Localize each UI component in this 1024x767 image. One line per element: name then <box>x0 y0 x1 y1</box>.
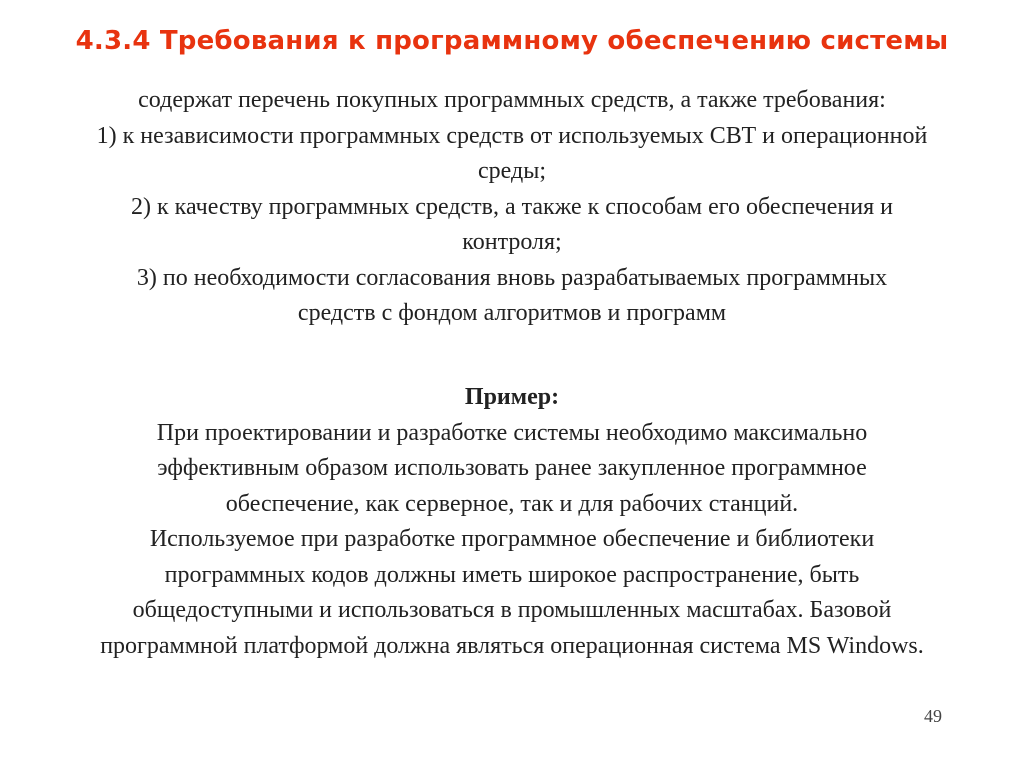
example-heading: Пример: <box>464 384 560 410</box>
example-block <box>0 380 1024 664</box>
slide-title: 4.3.4 Требования к программному обеспечению системы <box>75 26 949 56</box>
text-line: эффективным образом использовать ранее закупленное программное <box>157 455 867 481</box>
text-line: контроля; <box>462 229 562 255</box>
text-line: программной платформой должна являться операционная система MS Windows. <box>100 632 924 659</box>
text-line: При проектировании и разработке системы необходимо максимально <box>156 419 868 446</box>
text-line: среды; <box>478 158 546 184</box>
text-line: 3) по необходимости согласования вновь разрабатываемых программных <box>136 264 888 291</box>
text-line: средств с фондом алгоритмов и программ <box>297 300 727 326</box>
text-line: общедоступными и использоваться в промышленных масштабах. Базовой <box>132 597 892 623</box>
text-line: содержат перечень покупных программных средств, а также требования: <box>138 87 886 113</box>
page-number: 49 <box>924 706 942 726</box>
text-line: 2) к качеству программных средств, а также к способам его обеспечения и <box>131 193 893 220</box>
text-line: 1) к независимости программных средств от используемых СВТ и операционной <box>96 122 928 149</box>
text-line: Используемое при разработке программное обеспечение и библиотеки <box>149 526 875 552</box>
requirements-text <box>0 83 1024 332</box>
text-line: программных кодов должны иметь широкое распространение, быть <box>164 561 860 588</box>
text-line: обеспечение, как серверное, так и для рабочих станций. <box>225 490 799 517</box>
